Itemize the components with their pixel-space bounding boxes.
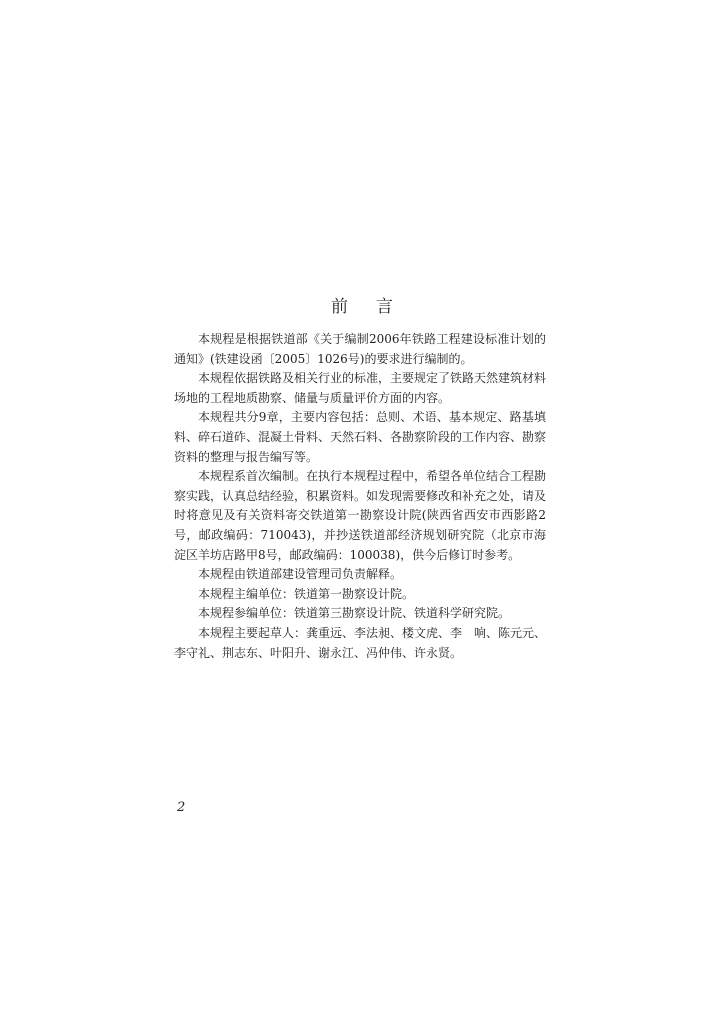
paragraph-basis: 本规程是根据铁道部《关于编制2006年铁路工程建设标准计划的通知》(铁建设函〔2005〕1026号)的要求进行编制的。	[174, 332, 546, 366]
preface-body	[174, 330, 546, 663]
page-number: 2	[177, 800, 186, 815]
paragraph-chapters: 本规程共分9章，主要内容包括：总则、术语、基本规定、路基填料、碎石道砟、混凝土骨料、天然石料、各勘察阶段的工作内容、勘察资料的整理与报告编写等。	[174, 410, 547, 464]
paragraph-drafters: 本规程主要起草人：龚重远、李法昶、楼文虎、李 响、陈元元、李守礼、荆志东、叶阳升、谢永江、冯仲伟、许永贤。	[174, 625, 547, 660]
paragraph-participating-units: 本规程参编单位：铁道第三勘察设计院、铁道科学研究院。	[198, 606, 511, 621]
preface-heading: 前言	[331, 297, 421, 317]
paragraph-interpretation: 本规程由铁道部建设管理司负责解释。	[198, 567, 403, 582]
paragraph-chief-editor: 本规程主编单位：铁道第一勘察设计院。	[198, 586, 415, 601]
paragraph-scope: 本规程依据铁路及相关行业的标准，主要规定了铁路天然建筑材料场地的工程地质勘察、储量与质量评价方面的内容。	[174, 371, 547, 405]
paragraph-feedback: 本规程系首次编制。在执行本规程过程中，希望各单位结合工程勘察实践，认真总结经验，积累资料。如发现需要修改和补充之处，请及时将意见及有关资料寄交铁道第一勘察设计院(陕西省西安市西影路2号，邮政编码：710043)，并抄送铁道部经济规划研究院（北京市海淀区羊坊店路甲8号，邮政编码：100038)，供今后修订时参考。	[174, 469, 547, 562]
